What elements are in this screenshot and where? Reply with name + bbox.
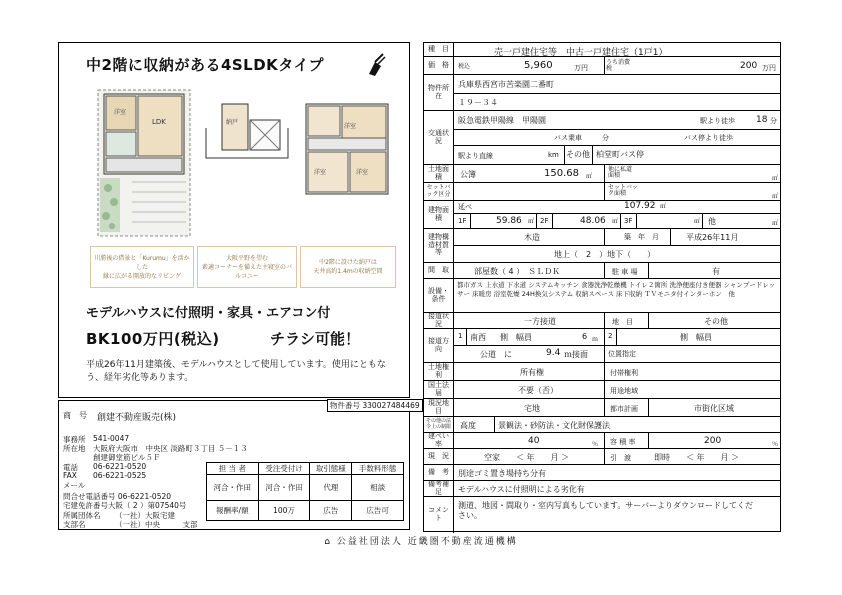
footer [0,534,842,547]
row-note [424,465,780,481]
label-layout: 間 取 [424,263,454,278]
second-floor-plan [300,100,392,200]
row-direction [424,329,780,363]
tel-label: 電話 [63,463,78,472]
row-status [424,449,780,465]
land-category: その他 [704,317,728,326]
row-national [424,381,780,399]
width1-unit: ｍ [592,336,599,343]
label-equipment: 設備・条件 [424,279,454,312]
status-ym: ＜ 年 月 ＞ [516,453,570,462]
agent-header: 取引態様 [310,463,352,475]
built-label: 築 年 月 [624,233,659,241]
f2-area: 48.06 [580,216,606,226]
row-building [424,201,780,229]
mail-label: メール [63,481,86,490]
national: 不要（否） [518,386,558,395]
other-label: その他 [566,150,590,159]
building: 創建御堂筋ビル５Ｆ [93,453,161,462]
label-road-status: 接道状況 [424,313,454,328]
road-type: 一方接道 [524,317,556,326]
far-label: 容 積 率 [610,438,636,446]
label-supplement: 備考補足 [424,481,454,496]
branch-label: 支部名 [63,520,86,529]
city-plan-label: 都市計画 [610,405,638,413]
ground-floor-plan [92,84,196,242]
setback-unit: ㎡ [772,193,779,200]
comment: 測道、地図・間取り・室内写真もしています。サーバーよりダウンロードしてください。 [458,501,753,521]
land-area: 150.68 [544,168,579,179]
land-cat-label: 地 目 [612,318,633,326]
price-unit: 万円 [574,64,588,72]
association-label: 所属団体名 [63,511,101,520]
total-unit: ㎡ [660,203,667,210]
coverage-unit: ％ [592,441,599,448]
structure: 木造 [524,233,540,242]
headline: 中2階に収納がある4SLDKタイプ [86,56,325,74]
distance-unit: km [548,151,559,159]
agent-table [206,462,404,521]
label-rights: 土地権利 [424,363,454,380]
layout: 部屋数（ 4 ） ＳＬＤＫ [474,267,561,276]
fax-label: FAX [63,471,77,480]
agent-value: 河合・作田 [207,475,259,501]
room-label: 洋室 [356,169,369,176]
caption-bedroom: 大阪平野を望む 素適コーナーを備えた主寝室のバルコニー [197,246,297,288]
footer-icon: ⌂ [324,537,337,547]
bus-minutes: 分 [602,134,609,142]
tax-label: うち消費税 [606,59,631,72]
city-plan: 市街化区域 [694,404,734,413]
caption-storage: 中2階に設けた納戸は 天井高約1.4mの収納空間 [300,246,396,288]
rights: 所有権 [520,368,544,377]
f3-unit: ㎡ [694,218,701,225]
label-note: 備 考 [424,465,454,480]
row-type [424,43,780,57]
row-layout [424,263,780,279]
label-direction: 接道方向 [424,329,454,362]
dir2-no: 2 [608,332,613,340]
other-area-unit: ㎡ [772,220,779,227]
row-traffic [424,111,780,165]
fee-label: 報酬率/額 [207,501,259,521]
room-label: 洋室 [114,109,127,116]
tax-unit: 万円 [762,64,776,72]
room-label: 洋室 [344,123,357,130]
equipment: 都市ガス 上水道 下水道 システムキッチン 食器洗浄乾燥機 トイレ２箇所 洗浄便座付き便器 シャンプードレッサー 床暖房 浴室乾燥 24H換気システム 収納スペース 床下収納 ＴＶモニタ付インターホン 他 [457,281,776,298]
floors: 地上（ 2 ）地下（ ） [554,250,656,259]
row-location [424,75,780,111]
label-traffic: 交通状況 [424,111,454,164]
inquiry-tel: 問合せ電話番号 06-6221-0520 [63,492,172,501]
pen-icon [363,52,389,78]
caption-living: 川勝後の借景と「Kurumu」を活かした 縁に広がる開放的なリビング [90,246,194,288]
dir1-no: 1 [458,332,463,340]
label-current: 現況地目 [424,399,454,416]
move-ym: ＜ 年 月 ＞ [686,453,740,462]
row-price [424,57,780,75]
row-law [424,417,780,433]
private-road-unit: ㎡ [772,175,779,182]
label-national: 国土法届 [424,381,454,398]
spec-table [423,42,781,532]
other-area-label: 他 [708,217,716,226]
lot-number: １９－３４ [458,98,498,107]
line-station: 阪急電鉄甲陽線 甲陽園 [458,116,546,125]
f2-unit: ㎡ [612,218,619,225]
ad-value: 広告可 [352,501,404,521]
status: 空家 [484,453,500,462]
promo-furniture: モデルハウスに付照明・家具・エアコン付 [86,306,331,321]
dir1: 南西 [470,333,486,342]
label-status: 現 況 [424,449,454,464]
tax: 200 [740,61,758,71]
label-comment: コメント [424,497,454,533]
label-type: 種 目 [424,43,454,56]
road-kind: 公道 に [480,350,512,359]
ym-text: 年 月 [526,453,559,462]
parking-label: 駐 車 場 [612,268,638,276]
label-building: 建物面積 [424,201,454,228]
label-setback: セットバック区分 [424,183,454,200]
agent-value: 相談 [352,475,404,501]
row-equipment [424,279,780,313]
footer-text: 公益社団法人 近畿圏不動産流通機構 [336,537,518,547]
private-road-label: 他に私道面積 [608,166,633,179]
law1: 高度 [460,421,476,430]
agent-header: 手数料形態 [352,463,404,475]
land-type: 公簿 [460,170,476,179]
note: 別途ゴミ置き場持ち分有 [458,469,546,478]
row-structure [424,229,780,263]
postal-code: 541-0047 [93,434,130,443]
width2-label: 側 幅員 [680,333,712,342]
tel: 06-6221-0520 [93,462,147,471]
label-price: 価 格 [424,57,454,74]
width1-label: 側 幅員 [500,333,532,342]
total-label: 延べ [458,203,472,211]
location: 兵庫県西宮市苦楽園二番町 [458,80,554,89]
promo-bk: BK100万円(税込) [86,330,220,348]
other-access: 柏堂町バス停 [596,150,644,159]
row-comment [424,497,780,533]
label-structure: 建物構造材質等 [424,229,454,262]
room-label: 洋室 [314,169,327,176]
agent-value: 河合・作田 [258,475,310,501]
far-unit: ％ [772,441,779,448]
price: 5,960 [524,60,553,71]
ym-text: 年 月 [696,453,729,462]
promo-note: 平成26年11月建築後、モデルハウスとして使用しています。使用にともなう、経年劣化等あります。 [86,360,386,383]
built-date: 平成26年11月 [686,233,739,242]
supplement: モデルハウスに付照明による劣化有 [458,485,585,494]
row-rights [424,363,780,381]
walk-minutes: 18 [756,115,768,125]
label-land: 土地面積 [424,165,454,182]
label-law: その他の法令上の制限 [424,417,454,432]
bus-label: バス乗車 [554,134,582,142]
document-number: 物件番号 330027484469 [327,399,423,412]
property-type: 売一戸建住宅等 中古一戸建住宅（1戸1） [494,48,668,58]
label-location: 物件所在 [424,75,454,110]
row-supplement [424,481,780,497]
total-area: 107.92 [624,201,656,211]
far: 200 [704,436,722,446]
ad-label: 広告 [310,501,352,521]
current: 宅地 [524,404,540,413]
price-tax-note: 税込 [458,63,471,70]
company-name: 創建不動産販売(株) [97,413,177,423]
distance-label: 駅より直線 [458,152,493,160]
agent-header: 受注受付け [258,463,310,475]
busstop-label: バス停より徒歩 [684,134,733,142]
ldk-label: LDK [152,118,166,126]
agent-value: 代理 [310,475,352,501]
agent-header: 担 当 者 [207,463,259,475]
branch: （一社）中央 支部 [115,520,198,529]
office-label: 事務所 [63,435,86,444]
f1-unit: ㎡ [528,218,535,225]
mezzanine-plan [204,98,290,160]
promo-flyer: チラシ可能！ [270,330,361,348]
f1-label: 1F [458,217,467,225]
row-current [424,399,780,417]
width1: 6 [582,332,588,341]
license-number: 宅建免許番号大阪（ 2 ）第07540号 [63,501,187,510]
contact-length: 9.4 [546,348,561,358]
contact-label: ｍ接面 [564,350,588,359]
f3-label: 3F [624,217,633,225]
coverage: 40 [528,436,540,446]
address-label: 所在地 [63,444,86,453]
row-land [424,165,780,183]
fee-rights-label: 付帯権利 [610,369,638,377]
walk-unit: 分 [770,117,777,125]
address: 大阪府大阪市 中央区 淡路町３丁目 ５－１３ [93,444,248,453]
row-road-status [424,313,780,329]
label-coverage: 建ぺい率 [424,433,454,448]
fee-value: 100万 [258,501,310,521]
storage-label: 納戸 [226,119,239,126]
move-label: 引 渡 [610,454,631,462]
row-coverage [424,433,780,449]
move: 即時 [654,453,670,462]
land-unit: ㎡ [586,173,593,180]
f1-area: 59.86 [496,216,522,226]
setback-area-label: セットバック面積 [608,184,638,197]
company-name-label: 商 号 [63,411,87,420]
f2-label: 2F [540,217,549,225]
row-setback [424,183,780,201]
usage-zone-label: 用途地域 [610,387,638,395]
association: （一社）大阪宅建 [115,511,175,520]
law2: 景観法・砂防法・文化財保護法 [498,421,610,430]
parking: 有 [712,267,720,276]
position-label: 位置指定 [608,350,636,358]
fax: 06-6221-0525 [93,471,147,480]
walk-label: 駅より徒歩 [700,117,735,125]
